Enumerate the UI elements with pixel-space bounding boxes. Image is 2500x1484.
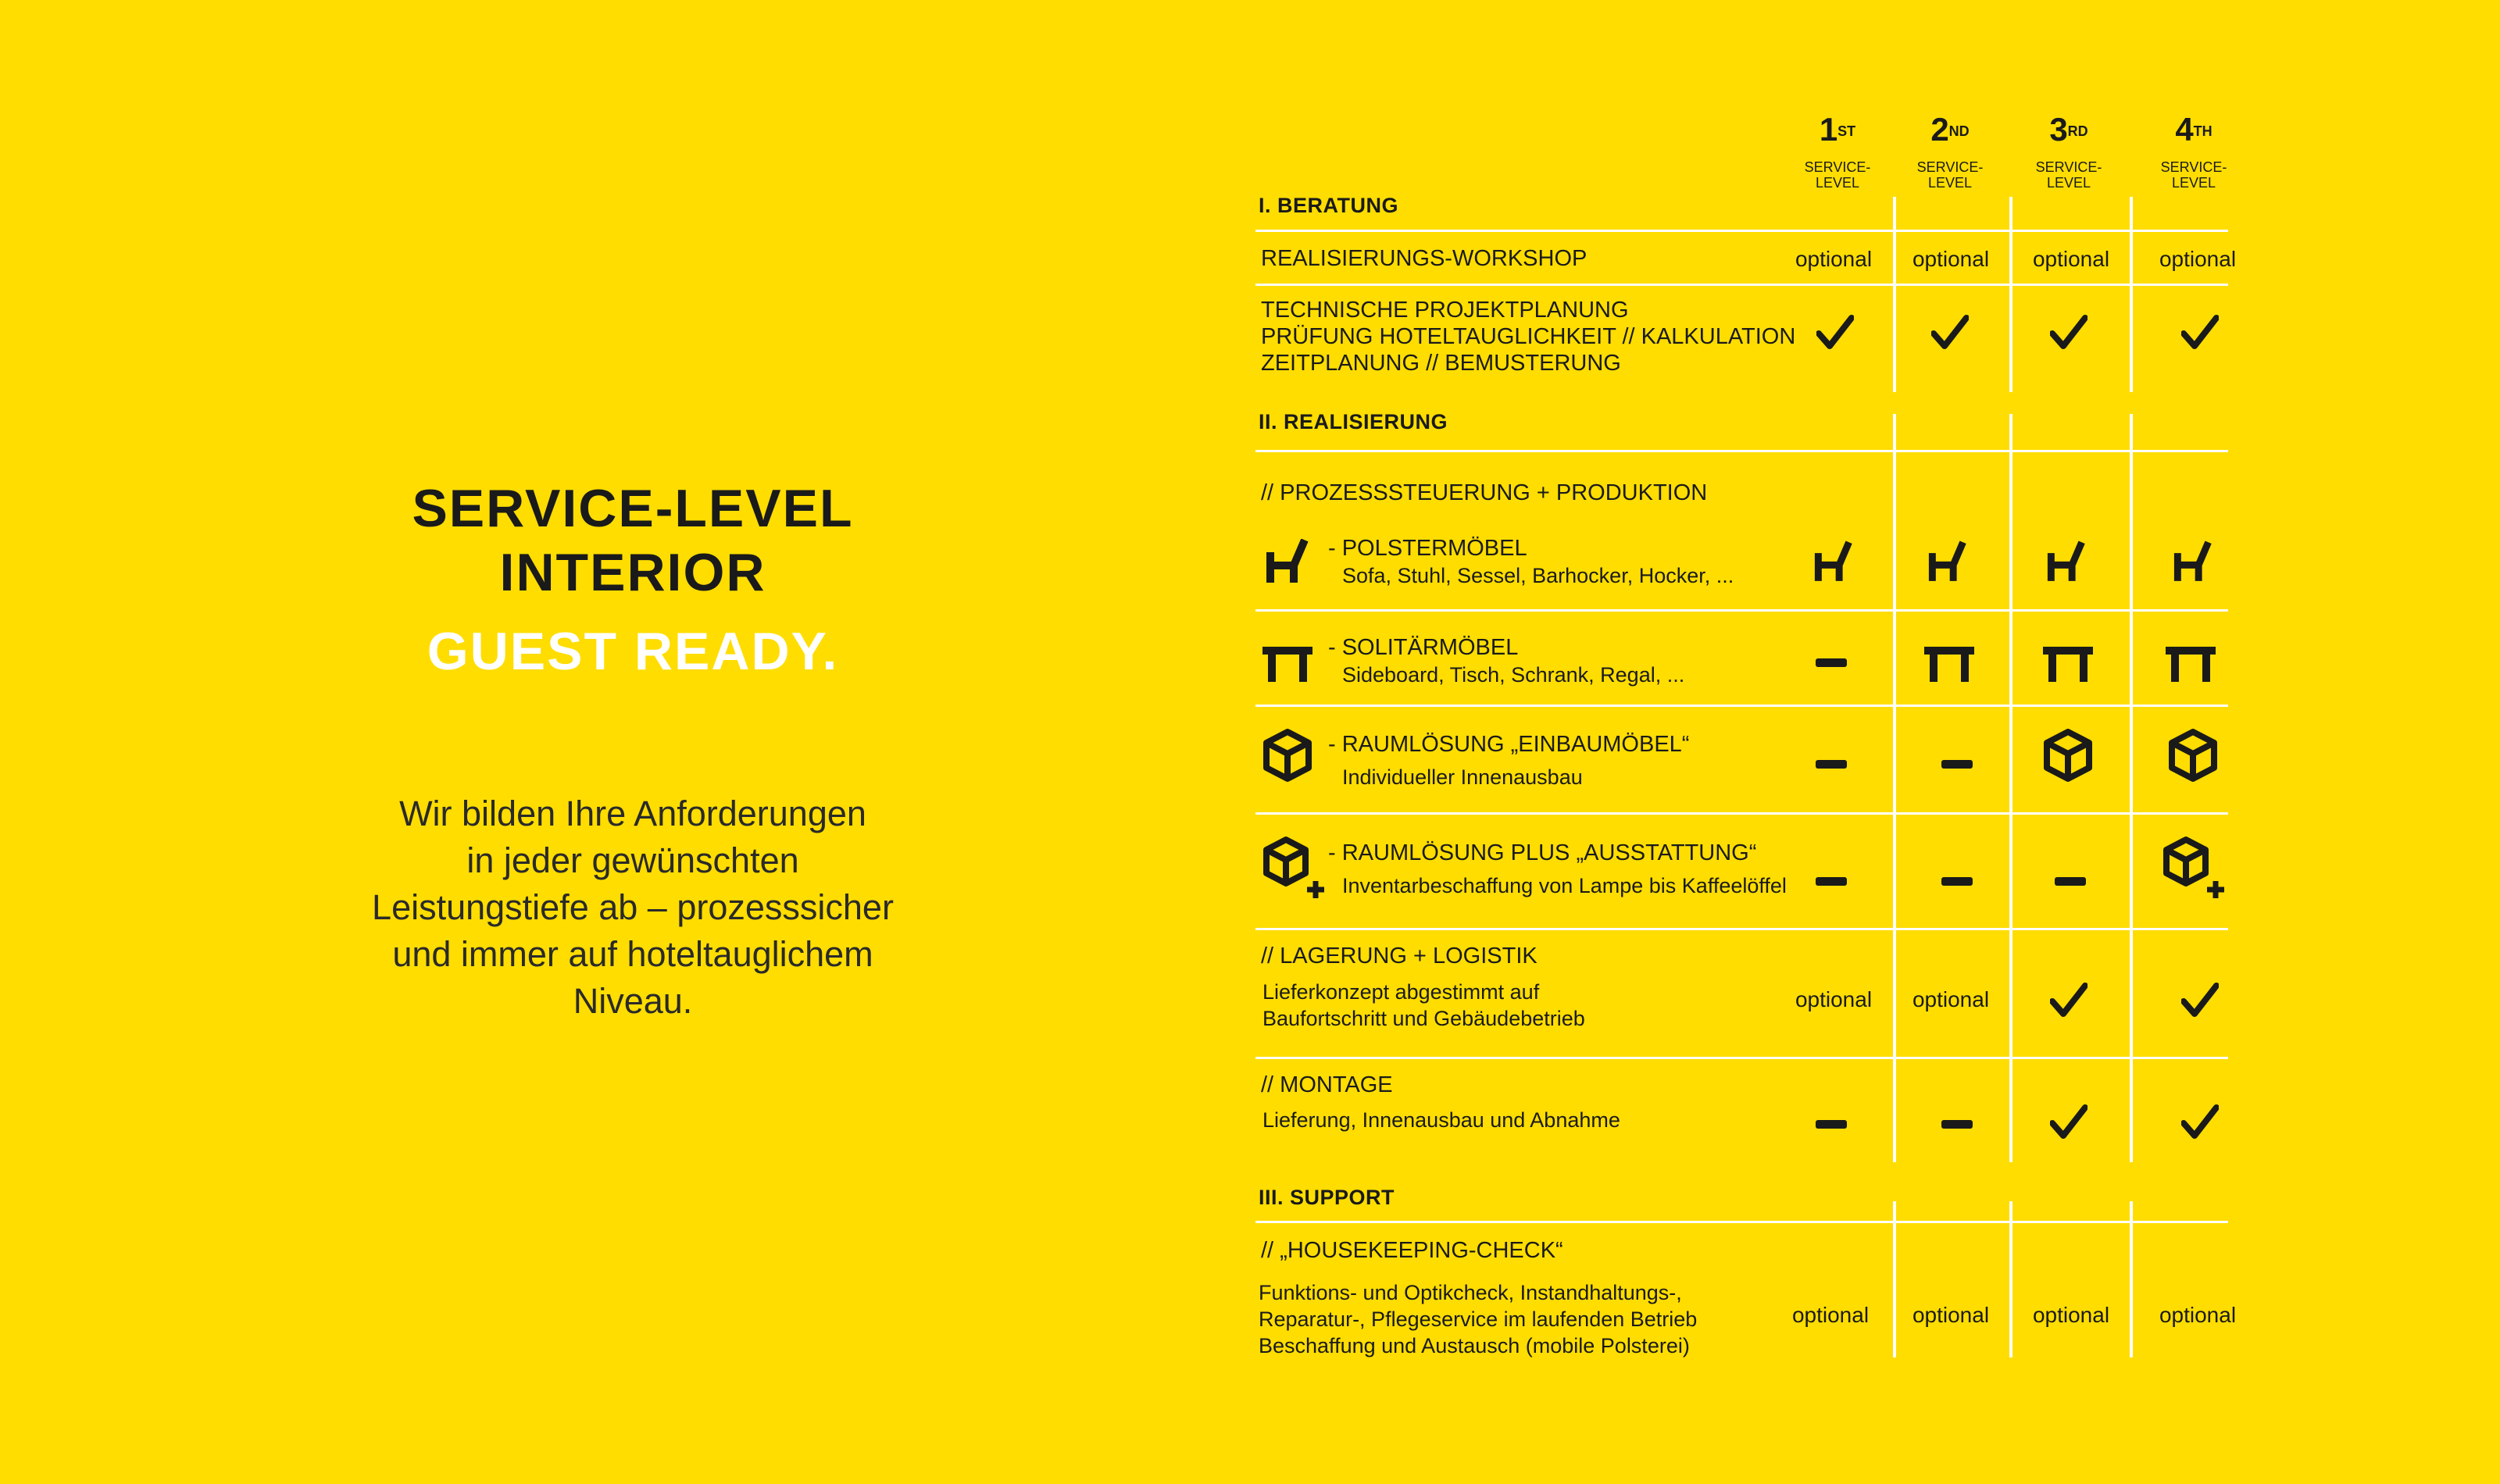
row-polster-title: - POLSTERMÖBEL [1328, 536, 1527, 561]
row-raum-title: - RAUMLÖSUNG „EINBAUMÖBEL“ [1328, 732, 1690, 757]
dash-icon [1816, 877, 1847, 886]
level-header-1 [1779, 111, 1896, 191]
row-lager-sub [1262, 979, 1585, 1032]
row-planung-line: PRÜFUNG HOTELTAUGLICHKEIT // KALKULATION [1261, 324, 1796, 349]
level-label: LEVEL [2171, 175, 2216, 191]
section-realisierung: II. REALISIERUNG [1259, 410, 1448, 433]
check-icon [2050, 1104, 2088, 1142]
level-label: LEVEL [1927, 175, 1973, 191]
row-planung [1261, 297, 1795, 376]
intro-line: in jeder gewünschten [466, 840, 799, 880]
chair-icon [1814, 539, 1853, 583]
cube-plus-icon [2162, 836, 2228, 901]
row-housekeeping-sub [1259, 1279, 1697, 1359]
cube-icon [1262, 728, 1312, 783]
heading-line-2: INTERIOR [499, 543, 766, 602]
check-icon [2050, 983, 2088, 1020]
check-icon [1931, 315, 1969, 352]
section-beratung: I. BERATUNG [1259, 194, 1398, 217]
column-divider [2009, 1201, 2012, 1357]
table-icon [2043, 644, 2093, 682]
level-number: 4 [2175, 111, 2194, 148]
check-icon [2050, 315, 2088, 352]
level-header-3 [2010, 111, 2127, 191]
chair-icon [1266, 539, 1309, 583]
dash-icon [1816, 760, 1847, 769]
row-divider [1255, 812, 2228, 815]
row-planung-line: ZEITPLANUNG // BEMUSTERUNG [1261, 351, 1621, 376]
dash-icon [1941, 877, 1973, 886]
row-raum-sub: Individueller Innenausbau [1342, 765, 1583, 789]
row-solitaer-sub: Sideboard, Tisch, Schrank, Regal, ... [1342, 663, 1685, 687]
intro-line: Wir bilden Ihre Anforderungen [399, 794, 866, 833]
cell-optional: optional [2159, 1303, 2237, 1327]
section-support: III. SUPPORT [1259, 1186, 1395, 1209]
row-raumplus-sub: Inventarbeschaffung von Lampe bis Kaffeelöffel [1342, 874, 1787, 897]
level-header-4 [2135, 111, 2252, 191]
check-icon [1816, 315, 1854, 352]
cell-optional: optional [1912, 987, 1990, 1011]
row-montage-sub: Lieferung, Innenausbau und Abnahme [1262, 1108, 1620, 1132]
row-divider [1255, 450, 2228, 452]
heading-tagline: GUEST READY. [427, 622, 839, 681]
level-label: SERVICE- [2035, 159, 2102, 175]
check-icon [2181, 1104, 2219, 1142]
row-workshop-title: REALISIERUNGS-WORKSHOP [1261, 246, 1588, 271]
table-icon [1262, 644, 1312, 682]
row-housekeeping-line: Funktions- und Optikcheck, Instandhaltungs-, [1259, 1281, 1682, 1304]
cube-plus-icon [1262, 836, 1328, 901]
row-housekeeping-line: Reparatur-, Pflegeservice im laufenden Betrieb [1259, 1307, 1698, 1331]
level-number: 3 [2049, 111, 2068, 148]
chair-icon [1928, 539, 1967, 583]
intro-line: und immer auf hoteltauglichem [392, 934, 873, 974]
cube-icon [2168, 728, 2218, 783]
row-lager-line: Baufortschritt und Gebäudebetrieb [1262, 1007, 1585, 1030]
cell-optional: optional [2032, 247, 2110, 271]
row-montage-title: // MONTAGE [1261, 1072, 1393, 1097]
cell-optional: optional [2159, 247, 2237, 271]
intro-text [328, 790, 938, 1025]
row-lager-line: Lieferkonzept abgestimmt auf [1262, 980, 1540, 1004]
level-number: 2 [1930, 111, 1949, 148]
check-icon [2181, 315, 2219, 352]
row-divider [1255, 928, 2228, 930]
column-divider [2130, 1201, 2133, 1357]
row-divider [1255, 609, 2228, 612]
level-ordinal: RD [2067, 123, 2088, 139]
chair-icon [2047, 539, 2086, 583]
level-ordinal: ND [1948, 123, 1970, 139]
row-solitaer-title: - SOLITÄRMÖBEL [1328, 635, 1519, 660]
row-housekeeping-title: // „HOUSEKEEPING-CHECK“ [1261, 1238, 1563, 1263]
row-divider [1255, 230, 2228, 232]
cell-optional: optional [1912, 1303, 1990, 1327]
level-label: SERVICE- [2160, 159, 2227, 175]
intro-line: Niveau. [573, 981, 693, 1021]
cell-optional: optional [2032, 1303, 2110, 1327]
level-label: LEVEL [1815, 175, 1860, 191]
level-header-2 [1891, 111, 2009, 191]
row-polster-sub: Sofa, Stuhl, Sessel, Barhocker, Hocker, ... [1342, 564, 1734, 587]
row-divider [1255, 284, 2228, 286]
level-ordinal: ST [1838, 123, 1856, 139]
row-lager-title: // LAGERUNG + LOGISTIK [1261, 944, 1538, 969]
column-divider [1893, 1201, 1896, 1357]
dash-icon [2055, 877, 2086, 886]
cube-icon [2043, 728, 2093, 783]
level-ordinal: TH [2193, 123, 2212, 139]
row-divider [1255, 1221, 2228, 1223]
row-divider [1255, 705, 2228, 707]
dash-icon [1816, 1120, 1847, 1129]
column-divider [2130, 414, 2133, 1162]
row-housekeeping-line: Beschaffung und Austausch (mobile Polsterei) [1259, 1334, 1690, 1357]
intro-line: Leistungstiefe ab – prozesssicher [372, 887, 894, 927]
cell-optional: optional [1795, 987, 1873, 1011]
column-divider [1893, 414, 1896, 1162]
table-icon [1924, 644, 1974, 682]
dash-icon [1816, 658, 1847, 667]
check-icon [2181, 983, 2219, 1020]
heading-line-1: SERVICE-LEVEL [412, 479, 854, 538]
column-divider [2009, 197, 2012, 392]
cell-optional: optional [1912, 247, 1990, 271]
column-divider [2009, 414, 2012, 1162]
dash-icon [1941, 760, 1973, 769]
table-icon [2166, 644, 2216, 682]
cell-optional: optional [1791, 1303, 1870, 1327]
dash-icon [1941, 1120, 1973, 1129]
row-raumplus-title: - RAUMLÖSUNG PLUS „AUSSTATTUNG“ [1328, 840, 1757, 865]
cell-optional: optional [1795, 247, 1873, 271]
row-divider [1255, 1057, 2228, 1059]
chair-icon [2173, 539, 2212, 583]
level-label: SERVICE- [1804, 159, 1871, 175]
column-divider [1893, 197, 1896, 392]
row-planung-line: TECHNISCHE PROJEKTPLANUNG [1261, 298, 1629, 323]
level-number: 1 [1819, 111, 1838, 148]
column-divider [2130, 197, 2133, 392]
level-label: LEVEL [2046, 175, 2091, 191]
row-prozess-title: // PROZESSSTEUERUNG + PRODUKTION [1261, 480, 1708, 505]
level-label: SERVICE- [1916, 159, 1984, 175]
